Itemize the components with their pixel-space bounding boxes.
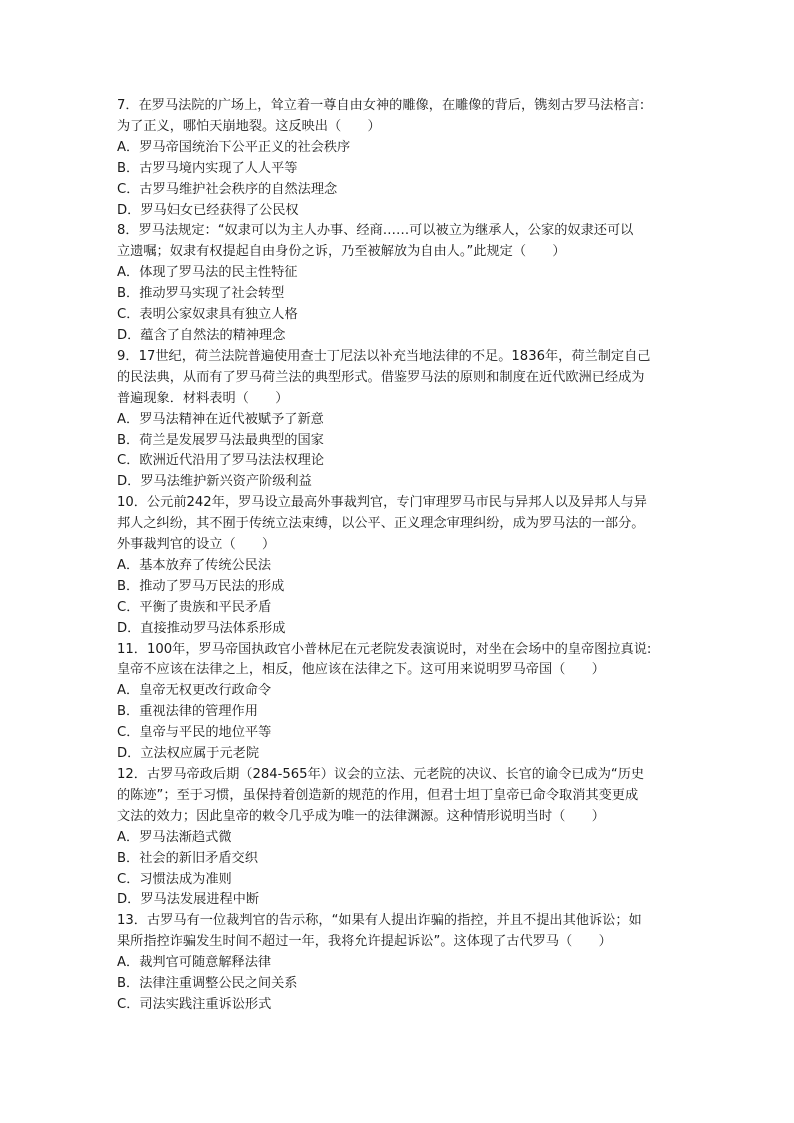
option-b: B．推动罗马实现了社会转型 [117, 286, 285, 302]
question-stem: 的陈迹”；至于习惯，虽保持着创造新的规范的作用，但君士坦丁皇帝已命令取消其变更成 [117, 787, 639, 803]
option-a: A．基本放弃了传统公民法 [117, 557, 272, 573]
question-8 [117, 221, 679, 346]
option-a: A．罗马帝国统治下公平正义的社会秩序 [117, 139, 351, 155]
document-page [117, 96, 679, 1016]
option-d: D．立法权应属于元老院 [117, 746, 260, 762]
question-stem: 皇帝不应该在法律之上，相反，他应该在法律之下。这可用来说明罗马帝国（ ） [117, 662, 605, 678]
question-10 [117, 493, 679, 639]
question-7 [117, 96, 679, 221]
option-b: B．古罗马境内实现了人人平等 [117, 160, 298, 176]
option-d: D．罗马妇女已经获得了公民权 [117, 202, 299, 218]
option-a: A．皇帝无权更改行政命令 [117, 683, 272, 699]
question-12 [117, 765, 679, 911]
option-a: A．罗马法精神在近代被赋予了新意 [117, 411, 324, 427]
option-c: C．司法实践注重诉讼形式 [117, 996, 272, 1012]
option-b: B．荷兰是发展罗马法最典型的国家 [117, 432, 324, 448]
option-c: C．表明公家奴隶具有独立人格 [117, 307, 298, 323]
option-a: A．罗马法渐趋式微 [117, 829, 232, 845]
option-a: A．裁判官可随意解释法律 [117, 955, 272, 971]
question-13 [117, 911, 679, 1016]
question-stem: 为了正义，哪怕天崩地裂。这反映出（ ） [117, 118, 381, 134]
option-b: B．推动了罗马万民法的形成 [117, 578, 285, 594]
option-c: C．欧洲近代沿用了罗马法法权理论 [117, 453, 325, 469]
option-c: C．平衡了贵族和平民矛盾 [117, 599, 272, 615]
question-stem: 普遍现象．材料表明（ ） [117, 390, 289, 406]
option-b: B．重视法律的管理作用 [117, 704, 258, 720]
question-stem: 8．罗马法规定：“奴隶可以为主人办事、经商……可以被立为继承人，公家的奴隶还可以 [117, 223, 634, 239]
question-stem: 的民法典，从而有了罗马荷兰法的典型形式。借鉴罗马法的原则和制度在近代欧洲已经成为 [117, 369, 645, 385]
option-d: D．罗马法发展进程中断 [117, 892, 260, 908]
question-stem: 果所指控诈骗发生时间不超过一年，我将允许提起诉讼”。这体现了古代罗马（ ） [117, 934, 612, 950]
option-b: B．法律注重调整公民之间关系 [117, 976, 298, 992]
question-stem: 10．公元前242年，罗马设立最高外事裁判官，专门审理罗马市民与异邦人以及异邦人与异 [117, 495, 647, 511]
question-stem: 立遗嘱；奴隶有权提起自由身份之诉，乃至被解放为自由人。”此规定（ ） [117, 244, 566, 260]
question-9 [117, 347, 679, 493]
option-a: A．体现了罗马法的民主性特征 [117, 265, 298, 281]
question-stem: 12．古罗马帝政后期（284-565年）议会的立法、元老院的决议、长官的谕令已成为“历史 [117, 767, 645, 782]
option-c: C．皇帝与平民的地位平等 [117, 725, 272, 741]
question-stem: 7．在罗马法院的广场上，耸立着一尊自由女神的雕像，在雕像的背后，镌刻古罗马法格言: [117, 98, 645, 113]
option-b: B．社会的新旧矛盾交织 [117, 850, 258, 866]
question-11 [117, 640, 679, 765]
question-stem: 11．100年，罗马帝国执政官小普林尼在元老院发表演说时，对坐在会场中的皇帝图拉真说: [117, 641, 652, 657]
option-c: C．古罗马维护社会秩序的自然法理念 [117, 181, 338, 197]
option-d: D．罗马法维护新兴资产阶级利益 [117, 474, 312, 490]
question-stem: 9．17世纪，荷兰法院普遍使用查士丁尼法以补充当地法律的不足。1836年，荷兰制定自己 [117, 348, 651, 364]
question-stem: 外事裁判官的设立（ ） [117, 537, 276, 553]
question-stem: 13．古罗马有一位裁判官的告示称，“如果有人提出诈骗的指控，并且不提出其他诉讼；如 [117, 913, 642, 929]
option-d: D．蕴含了自然法的精神理念 [117, 327, 286, 343]
question-stem: 文法的效力；因此皇帝的敕令几乎成为唯一的法律渊源。这种情形说明当时（ ） [117, 808, 605, 824]
option-d: D．直接推动罗马法体系形成 [117, 620, 286, 636]
question-stem: 邦人之纠纷，其不囿于传统立法束缚，以公平、正义理念审理纠纷，成为罗马法的一部分。 [117, 516, 645, 532]
option-c: C．习惯法成为准则 [117, 871, 232, 887]
